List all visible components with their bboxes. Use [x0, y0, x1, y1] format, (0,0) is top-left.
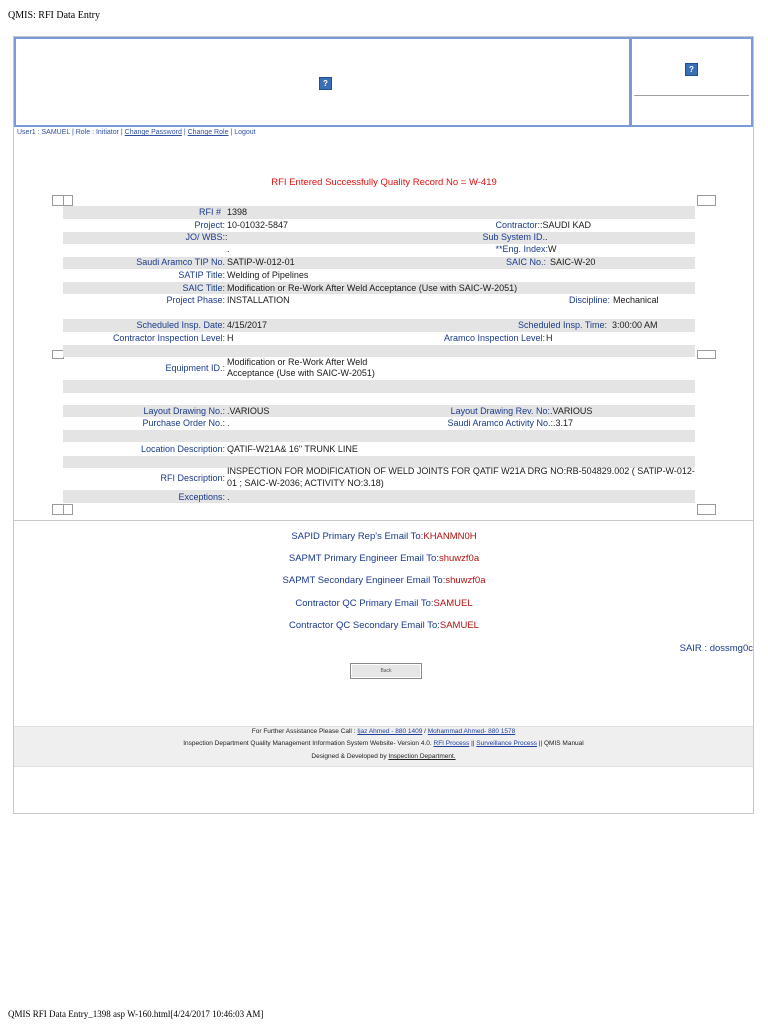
header-banner — [14, 37, 631, 127]
satip-title-value: Welding of Pipelines — [227, 270, 309, 280]
email-sapmt-secondary — [0, 575, 768, 586]
rfi-desc-line2: 01 ; SAIC-W-2036; ACTIVITY NO:3.18) — [227, 478, 384, 488]
rfi-label: RFI # — [199, 207, 222, 217]
broken-image-icon: ? — [685, 63, 698, 76]
exceptions-value: . — [227, 492, 230, 502]
po-label: Purchase Order No.: — [142, 418, 225, 428]
inspection-dept-link[interactable]: Inspection Department. — [388, 753, 456, 760]
user-label: User1 : SAMUEL | — [17, 129, 74, 136]
email-label: SAPMT Primary Engineer Email To: — [288, 553, 439, 564]
eng-index-value: W — [548, 244, 557, 254]
equipment-value-line2: Acceptance (Use with SAIC-W-2051) — [227, 368, 375, 378]
email-label: SAPID Primary Rep's Email To: — [291, 531, 424, 542]
saic-title-label: SAIC Title: — [182, 283, 225, 293]
project-value: 10-01032-5847 — [227, 220, 289, 230]
rfi-desc-label: RFI Description: — [160, 473, 225, 483]
exceptions-label: Exceptions: — [178, 492, 225, 502]
aramco-level-value: H — [546, 333, 553, 343]
rfi-value: 1398 — [227, 207, 248, 217]
left-marker-checkbox[interactable] — [52, 195, 73, 206]
footer-designed-by — [14, 753, 753, 760]
section-divider — [14, 520, 753, 521]
layout-no-label: Layout Drawing No.: — [143, 406, 225, 416]
email-value: KHANMN0H — [423, 531, 477, 542]
activity-value: .3.17 — [553, 418, 574, 428]
email-label: Contractor QC Secondary Email To: — [289, 620, 440, 631]
subsystem-value: . — [545, 232, 548, 242]
aramco-level-label: Aramco Inspection Level: — [443, 333, 545, 343]
slash-separator: / — [424, 728, 426, 735]
email-sapid-primary — [0, 531, 768, 542]
footer-website — [14, 740, 753, 747]
equipment-label: Equipment ID.: — [165, 363, 225, 373]
rfi-desc-line1: INSPECTION FOR MODIFICATION OF WELD JOINTS FOR QATIF W21A DRG NO:RB-504829.002 ( SATIP-W-012- — [227, 466, 695, 476]
right-marker-checkbox[interactable] — [697, 504, 716, 515]
jo-wbs-label: JO/ WBS: — [185, 232, 225, 242]
activity-label: Saudi Aramco Activity No.: — [447, 418, 553, 428]
form-row-equipment — [63, 357, 695, 381]
location-value: QATIF-W21A& 16" TRUNK LINE — [227, 444, 358, 454]
saic-no-label: SAIC No.: — [505, 257, 546, 267]
footer-assistance — [14, 728, 753, 735]
saic-title-value: Modification or Re-Work After Weld Acceptance (Use with SAIC-W-2051) — [227, 283, 518, 293]
form-band — [63, 490, 695, 503]
layout-rev-label: Layout Drawing Rev. No: — [450, 406, 550, 416]
success-message: RFI Entered Successfully Quality Record No = W-419 — [271, 177, 497, 188]
jo-wbs-value: : — [225, 232, 228, 242]
form-band — [63, 345, 695, 357]
separator: | — [183, 129, 186, 136]
email-value: shuwzf0a — [438, 553, 480, 564]
discipline-label: Discipline: — [568, 295, 610, 305]
pipe-separator: || — [538, 740, 543, 747]
left-marker-checkbox[interactable] — [52, 504, 73, 515]
tip-label: Saudi Aramco TIP No. — [136, 257, 225, 267]
sched-time-label: Scheduled Insp. Time: — [517, 320, 607, 330]
po-value: . — [227, 418, 230, 428]
logout-link[interactable]: Logout — [234, 129, 256, 136]
subsystem-label: Sub System ID. — [482, 232, 545, 242]
form-band — [63, 206, 695, 219]
email-label: SAPMT Secondary Engineer Email To: — [282, 575, 446, 586]
layout-no-value: .VARIOUS — [227, 406, 270, 416]
surveillance-process-link[interactable]: Surveillance Process — [476, 740, 537, 747]
qmis-manual-link[interactable]: QMIS Manual — [544, 740, 584, 747]
email-contractor-qc-secondary — [0, 620, 768, 631]
email-contractor-qc-primary — [0, 598, 768, 609]
back-button[interactable]: Back — [350, 663, 422, 679]
assist-prefix: For Further Assistance Please Call : — [251, 728, 356, 735]
contractor-level-label: Contractor Inspection Level: — [112, 333, 225, 343]
location-label: Location Description: — [140, 444, 225, 454]
contractor-label: Contractor: — [495, 220, 540, 230]
email-value: SAMUEL — [433, 598, 473, 609]
saic-no-value: SAIC-W-20 — [550, 257, 596, 267]
email-sapmt-primary — [0, 553, 768, 564]
contact-link-mohammad[interactable]: Mohammad Ahmed- 880 1578 — [427, 728, 516, 735]
user-bar — [17, 129, 256, 136]
sair-label: SAIR : dossmg0c — [679, 643, 753, 654]
blank-value: . — [227, 244, 230, 254]
form-band — [63, 232, 695, 244]
role-label: Role : Initiator | — [75, 129, 123, 136]
email-value: shuwzf0a — [445, 575, 486, 586]
content-frame — [13, 36, 754, 814]
phase-label: Project Phase: — [166, 295, 225, 305]
contractor-level-value: H — [227, 333, 234, 343]
contractor-value: :SAUDI KAD — [540, 220, 592, 230]
page-title: QMIS: RFI Data Entry — [8, 10, 100, 21]
contact-link-ijaz[interactable]: Ijaz Ahmed - 880 1409 — [357, 728, 423, 735]
email-label: Contractor QC Primary Email To: — [295, 598, 434, 609]
eng-index-label: **Eng. Index: — [495, 244, 548, 254]
equipment-value-line1: Modification or Re-Work After Weld — [227, 357, 368, 367]
change-role-link[interactable]: Change Role — [187, 129, 229, 136]
sched-date-value: 4/15/2017 — [227, 320, 268, 330]
email-value: SAMUEL — [439, 620, 479, 631]
sched-time-value: 3:00:00 AM — [612, 320, 658, 330]
tip-value: SATIP-W-012-01 — [227, 257, 295, 267]
pipe-separator: || — [471, 740, 475, 747]
layout-rev-value: .VARIOUS — [550, 406, 593, 416]
print-footer: QMIS RFI Data Entry_1398 asp W-160.html[4/24/2017 10:46:03 AM] — [8, 1009, 264, 1019]
right-marker-checkbox[interactable] — [697, 350, 716, 359]
right-marker-checkbox[interactable] — [697, 195, 716, 206]
discipline-value: Mechanical — [613, 295, 659, 305]
form-band — [63, 380, 695, 393]
change-password-link[interactable]: Change Password — [124, 129, 182, 136]
separator: | — [230, 129, 233, 136]
broken-image-icon: ? — [319, 77, 332, 90]
website-text: Inspection Department Quality Management Information System Website- Version 4.0. — [183, 740, 432, 747]
project-label: Project: — [194, 220, 225, 230]
form-row-rfi-description — [63, 466, 695, 490]
header-banner-right — [630, 37, 753, 127]
sched-date-label: Scheduled Insp. Date: — [136, 320, 225, 330]
form-band — [63, 430, 695, 442]
satip-title-label: SATIP Title: — [178, 270, 225, 280]
rfi-process-link[interactable]: RFI Process — [433, 740, 470, 747]
phase-value: INSTALLATION — [227, 295, 290, 305]
designed-by-text: Designed & Developed by — [311, 753, 387, 760]
